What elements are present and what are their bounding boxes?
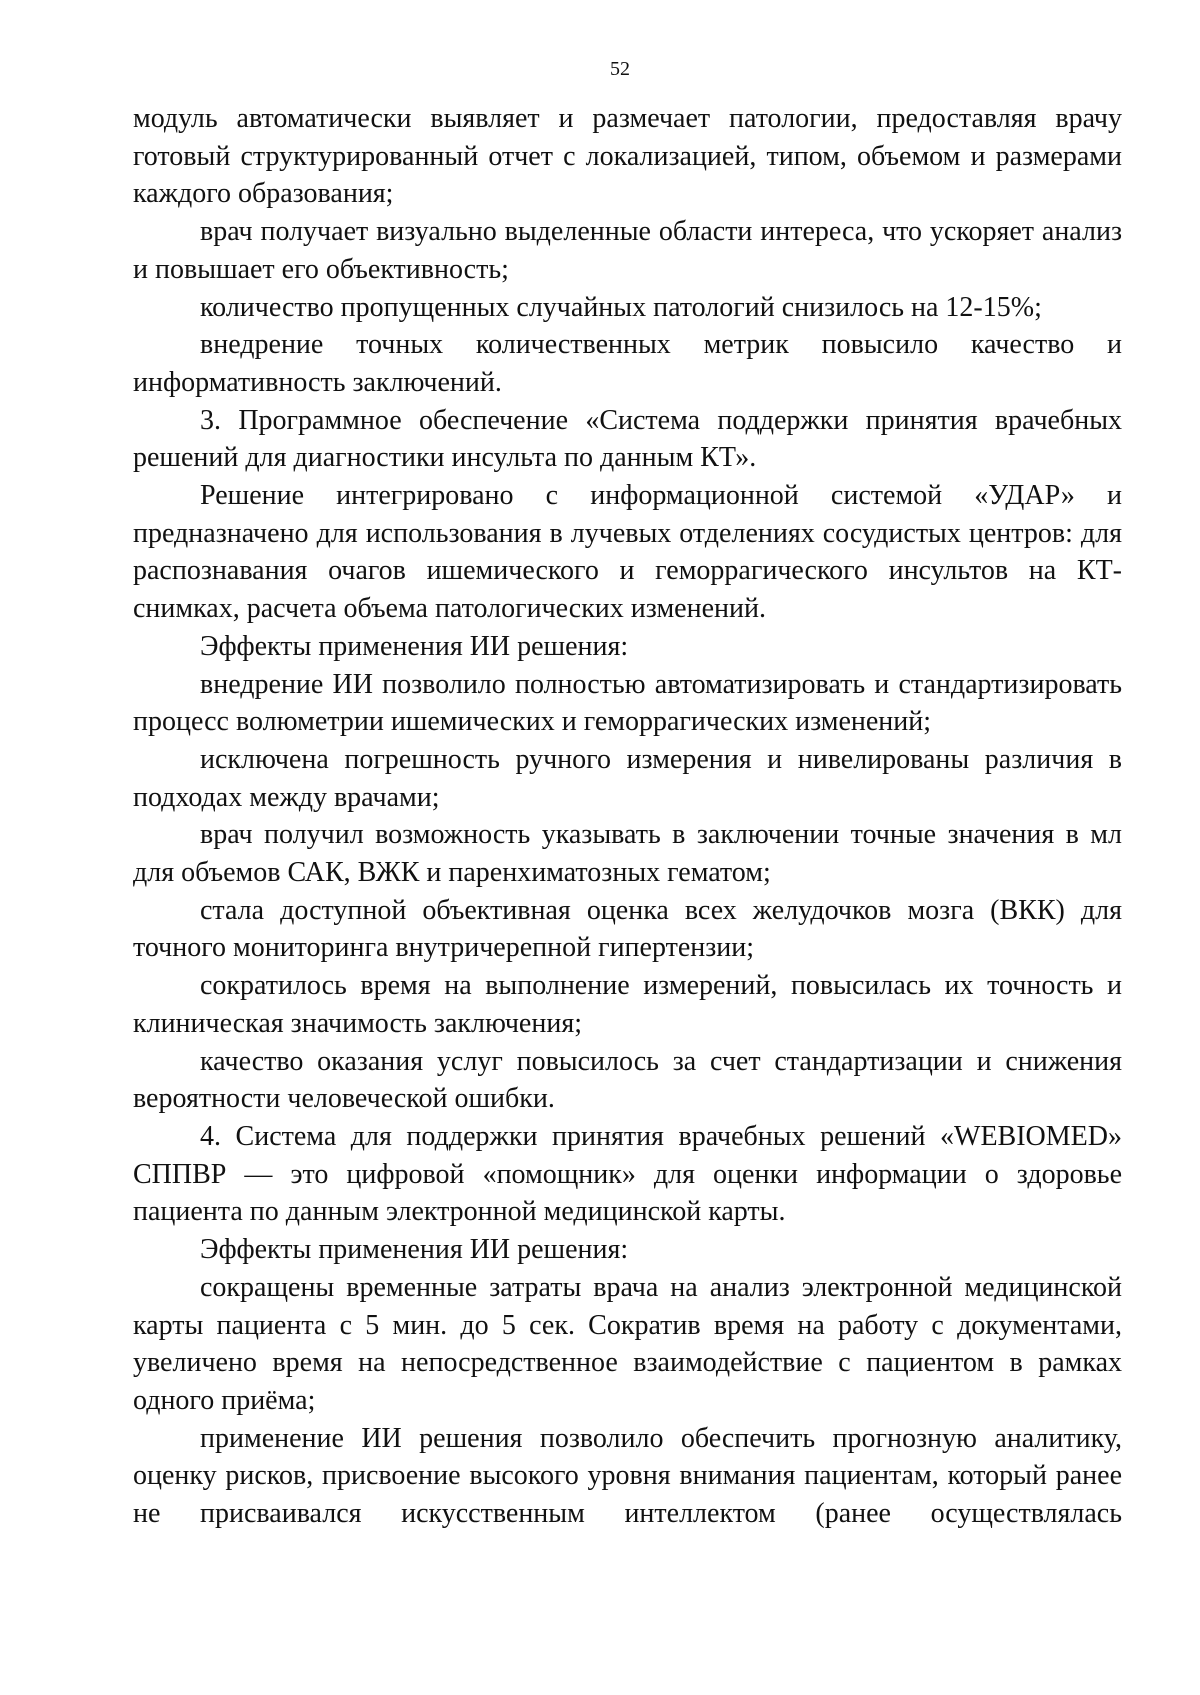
paragraph: врач получил возможность указывать в заключении точные значения в мл для объемов САК, ВЖК и паренхиматозных гематом; [133,819,1122,889]
paragraph: сократилось время на выполнение измерений, повысилась их точность и клиническая значимость заключения; [133,970,1122,1039]
paragraph: внедрение ИИ позволило полностью автоматизировать и стандартизировать процесс волюметрии ишемических и геморрагических изменений; [133,668,1122,738]
paragraph: применение ИИ решения позволило обеспечить прогнозную аналитику, оценку рисков, присвоение высокого уровня внимания пациентам, который ранее не присваивался искусственным интеллектом (ранее осуществлялась [133,1422,1122,1530]
paragraph: сокращены временные затраты врача на анализ электронной медицинской карты пациента с 5 мин. до 5 сек. Сократив время на работу с документами, увеличено время на непосредственное взаимодействие с пациентом в рамках одного приёма; [133,1271,1122,1416]
paragraph: качество оказания услуг повысилось за счет стандартизации и снижения вероятности человеческой ошибки. [133,1045,1122,1115]
paragraph: модуль автоматически выявляет и размечает патологии, предоставляя врачу готовый структурированный отчет с локализацией, типом, объемом и размерами каждого образования; [133,103,1122,210]
paragraph: внедрение точных количественных метрик повысило качество и информативность заключений. [133,329,1122,398]
paragraph: стала доступной объективная оценка всех желудочков мозга (ВКК) для точного мониторинга внутричерепной гипертензии; [133,894,1122,964]
page-number: 52 [610,58,630,80]
section-heading-3: 3. Программное обеспечение «Система поддержки принятия врачебных решений для диагностики инсульта по данным КТ». [133,404,1122,474]
paragraph: Решение интегрировано с информационной системой «УДАР» и предназначено для использования в лучевых отделениях сосудистых центров: для распознавания очагов ишемического и геморрагического инсультов на КТ-снимках, расчета объема патологических изменений. [133,480,1122,625]
paragraph: исключена погрешность ручного измерения и нивелированы различия в подходах между врачами; [133,743,1122,813]
paragraph: врач получает визуально выделенные области интереса, что ускоряет анализ и повышает его объективность; [133,216,1122,285]
effects-heading: Эффекты применения ИИ решения: [200,630,629,662]
paragraph: количество пропущенных случайных патологий снизилось на 12-15%; [200,291,1042,323]
section-heading-4: 4. Система для поддержки принятия врачебных решений «WEBIOMED» СППВР — это цифровой «помощник» для оценки информации о здоровье пациента по данным электронной медицинской карты. [133,1120,1122,1228]
document-body [133,100,1122,1533]
effects-heading: Эффекты применения ИИ решения: [200,1234,629,1266]
